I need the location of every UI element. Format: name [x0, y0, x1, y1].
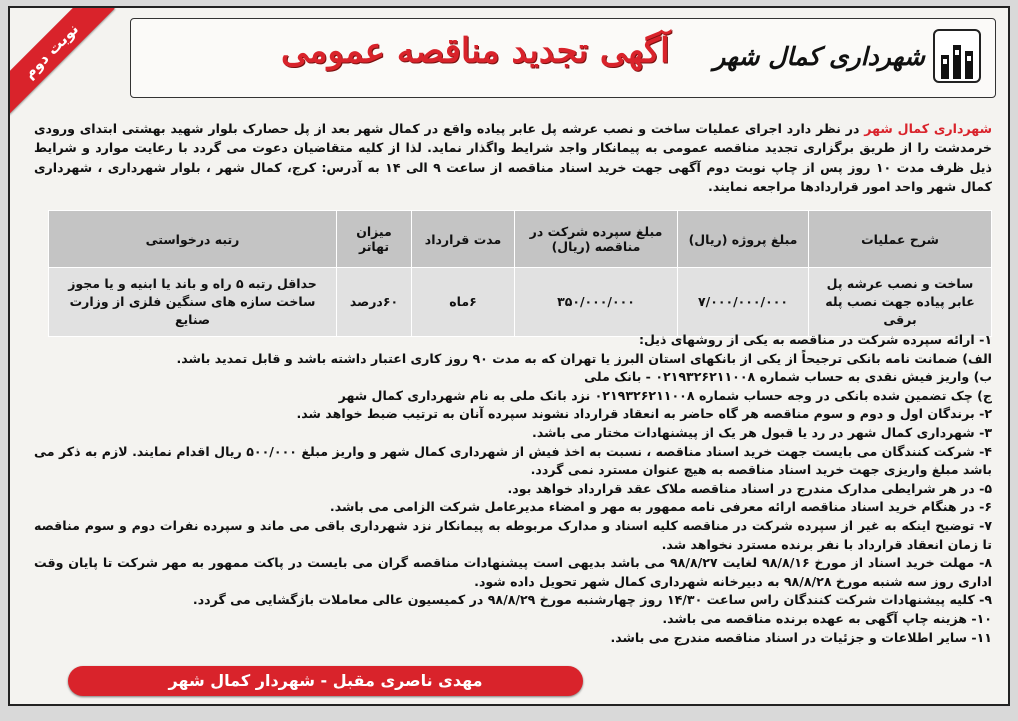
cell-barter-rate: ۶۰درصد [337, 268, 412, 337]
list-item: ۲- برندگان اول و دوم و سوم مناقصه هر گاه حاضر به انعقاد قرارداد نشوند سپرده آنان به ترتیب ضبط خواهد شد. [296, 406, 992, 422]
col-operation-description: شرح عملیات [809, 211, 992, 268]
list-item: ج) چک تضمین شده بانکی در وجه حساب شماره ۰۲۱۹۳۲۶۲۱۱۰۰۸ نزد بانک ملی به نام شهرداری کمال شهر [338, 387, 992, 403]
intro-org-name: شهرداری کمال شهر [864, 120, 992, 136]
mayor-signature-banner: مهدی ناصری مقبل - شهردار کمال شهر [68, 666, 583, 696]
notice-header [130, 18, 996, 98]
municipality-name: شهرداری کمال شهر [713, 41, 925, 71]
terms-list [34, 331, 992, 647]
list-item: الف) ضمانت نامه بانکی ترجیحاً از یکی از بانکهای استان البرز یا تهران که به مدت ۹۰ روز کاری اعتبار داشته باشد و قابل تمدید باشد. [176, 350, 992, 366]
list-item: ۸- مهلت خرید اسناد از مورخ ۹۸/۸/۱۶ لغایت ۹۸/۸/۲۷ می باشد بدیهی است پیشنهادات مناقصه گران می بایست در پاکت ممهور به مهر شرکت تا پایان وقت اداری روز سه شنبه مورخ ۹۸/۸/۲۸ به دبیرخانه شهرداری کمال شهر تحویل داده شود. [34, 555, 993, 589]
col-deposit-amount: مبلغ سپرده شرکت در مناقصه (ریال) [515, 211, 678, 268]
list-item: ۹- کلیه پیشنهادات شرکت کنندگان راس ساعت ۱۴/۳۰ روز چهارشنبه مورخ ۹۸/۸/۲۹ در کمیسیون عالی معاملات بازگشایی می گردد. [192, 592, 992, 608]
list-item: ۷- توضیح اینکه به غیر از سپرده شرکت در مناقصه کلیه اسناد و مدارک مربوطه به پیمانکار نزد شهرداری باقی می ماند و سپرده نفرات دوم و سوم مناقصه تا زمان انعقاد قرارداد با نفر برنده مسترد نخواهد شد. [34, 517, 992, 552]
list-item: ۳- شهرداری کمال شهر در رد یا قبول هر یک از پیشنهادات مختار می باشد. [532, 424, 992, 440]
cell-required-grade: حداقل رتبه ۵ راه و باند یا ابنیه و یا مجوز ساخت سازه های سنگین فلزی از وزارت صنایع [49, 268, 337, 337]
list-item: ۱- ارائه سپرده شرکت در مناقصه به یکی از روشهای ذیل: [638, 332, 992, 347]
cell-contract-duration: ۶ماه [412, 268, 515, 337]
cell-operation-description: ساخت و نصب عرشه پل عابر پیاده جهت نصب پله برقی [809, 268, 992, 337]
col-project-amount: مبلغ پروژه (ریال) [678, 211, 809, 268]
col-barter-rate: میزان تهاتر [337, 211, 412, 268]
intro-text: در نظر دارد اجرای عملیات ساخت و نصب عرشه پل عابر پیاده واقع در کمال شهر بعد از پل حصارک بلوار شهید بهشتی ابتدای ورودی خرمدشت را از طریق برگزاری تجدید مناقصه عمومی به پیمانکار واجد شرایط واگذار نماید. لذا از کلیه متقاضیان دعوت می گردد با رعایت موارد و شرایط ذیل ظرف مدت ۱۰ روز پس از چاپ نوبت دوم آگهی جهت خرید اسناد مناقصه از ساعت ۹ الی ۱۴ به آدرس: کرج، کمال شهر ، بلوار شهرداری ، شهرداری کمال شهر واحد امور قراردادها مراجعه نمایند. [34, 120, 992, 195]
municipality-logo [713, 29, 981, 83]
col-required-grade: رتبه درخواستی [49, 211, 337, 268]
col-contract-duration: مدت قرارداد [412, 211, 515, 268]
list-item: ۶- در هنگام خرید اسناد مناقصه ارائه معرفی نامه ممهور به مهر و امضاء مدیرعامل شرکت الزامی می باشد. [329, 499, 992, 515]
notice-title: آگهی تجدید مناقصه عمومی [281, 31, 670, 71]
tender-table [48, 210, 992, 337]
list-item: ب) واریز فیش نقدی به حساب شماره ۰۲۱۹۳۲۶۲۱۱۰۰۸ - بانک ملی [584, 369, 992, 385]
cell-deposit-amount: ۳۵۰/۰۰۰/۰۰۰ [515, 268, 678, 337]
municipality-emblem-icon [933, 29, 981, 83]
list-item: ۴- شرکت کنندگان می بایست جهت خرید اسناد مناقصه ، نسبت به اخذ فیش از شهرداری کمال شهر و واریز مبلغ ۵۰۰/۰۰۰ ریال اقدام نمایند. لازم به ذکر می باشد مبلغ واریزی جهت خرید اسناد مناقصه به هیچ عنوان مسترد نمی گردد. [34, 443, 992, 478]
intro-paragraph [34, 119, 992, 197]
cell-project-amount: ۷/۰۰۰/۰۰۰/۰۰۰ [678, 268, 809, 337]
list-item: ۵- در هر شرایطی مدارک مندرج در اسناد مناقصه ملاک عقد قرارداد خواهد بود. [507, 480, 992, 496]
notice-page [8, 6, 1010, 706]
list-item: ۱۱- سایر اطلاعات و جزئیات در اسناد مناقصه مندرج می باشد. [610, 629, 992, 645]
table-row [49, 268, 992, 337]
edition-badge: نوبت دوم [10, 8, 115, 115]
table-header-row [49, 211, 992, 268]
edition-ribbon [10, 8, 122, 120]
list-item: ۱۰- هزینه چاپ آگهی به عهده برنده مناقصه می باشد. [662, 610, 992, 626]
